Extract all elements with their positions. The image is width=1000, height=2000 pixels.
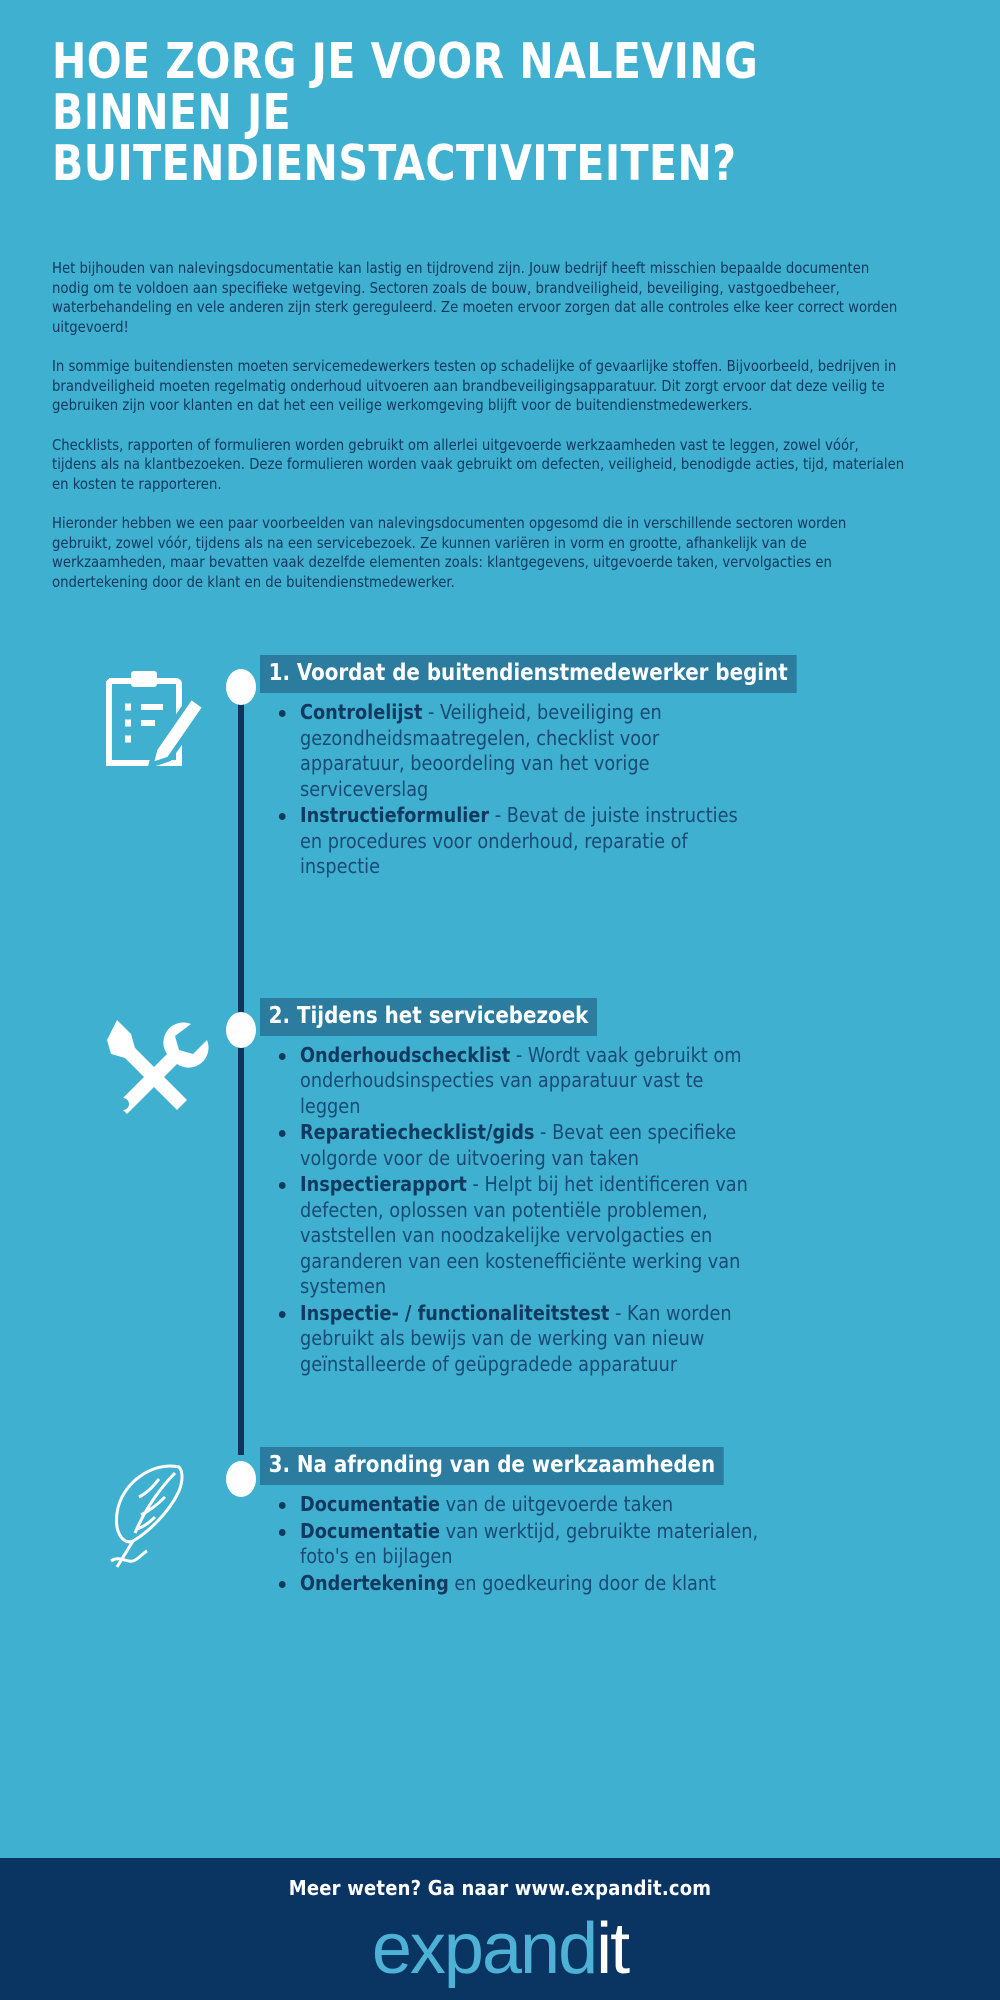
intro-paragraph-1: Het bijhouden van nalevingsdocumentatie kan lastig en tijdrovend zijn. Jouw bedrijf heeft misschien bepaalde documenten nodig om te voldoen aan specifieke wetgeving. Sectoren zoals de bouw, brandveiligheid, beveiliging, vastgoedbeheer, waterbehandeling en vele anderen zijn sterk gereguleerd. Ze moeten ervoor zorgen dat alle controles elke keer correct worden uitgevoerd! xyxy=(52,259,898,336)
item-rest: - Bevat een specifieke volgorde voor de uitvoering van taken xyxy=(300,1120,737,1170)
list-item xyxy=(300,1120,761,1171)
footer xyxy=(0,1858,1000,2000)
item-lead: Ondertekening xyxy=(300,1570,449,1595)
item-rest: en goedkeuring door de klant xyxy=(448,1570,717,1595)
item-lead: Inspectierapport xyxy=(300,1172,467,1196)
item-lead: Controlelijst xyxy=(300,700,423,724)
item-rest: - Kan worden gebruikt als bewijs van de werking van nieuw geïnstalleerde of geüpgradede apparatuur xyxy=(300,1300,732,1376)
intro-paragraph-4: Hieronder hebben we een paar voorbeelden van nalevingsdocumenten opgesomd die in verschillende sectoren worden gebruikt, zowel vóór, tijdens als na een servicebezoek. Ze kunnen variëren in vorm en grootte, afhankelijk van de werkzaamheden, maar bevatten vaak dezelfde elementen zoals: klantgegevens, uitgevoerde taken, vervolgacties en ondertekening door de klant en de buitendienstmedewerker. xyxy=(52,514,847,591)
list-item xyxy=(300,1519,761,1570)
expandit-logo xyxy=(0,1910,1000,1988)
logo-it-text: it xyxy=(596,1909,629,1989)
item-lead: Inspectie- / functionaliteitstest xyxy=(300,1300,610,1325)
step-1 xyxy=(0,655,1000,880)
step-2 xyxy=(0,998,1000,1378)
wrench-screwdriver-icon xyxy=(95,1008,215,1118)
quill-feather-icon xyxy=(95,1457,215,1567)
step-2-header: 2. Tijdens het servicebezoek xyxy=(260,998,597,1036)
timeline-dot-3 xyxy=(226,1461,256,1497)
list-item xyxy=(300,700,761,802)
item-lead: Documentatie xyxy=(300,1518,440,1543)
item-rest: - Bevat de juiste instructies en procedures voor onderhoud, reparatie of inspectie xyxy=(300,803,738,878)
intro-paragraph-3: Checklists, rapporten of formulieren worden gebruikt om allerlei uitgevoerde werkzaamheden vast te leggen, zowel vóór, tijdens als na klantbezoeken. Deze formulieren worden vaak gebruikt om defecten, veiligheid, benodigde acties, tijd, materialen en kosten te rapporteren. xyxy=(52,435,905,493)
item-lead: Reparatiechecklist/gids xyxy=(300,1120,535,1144)
step-3-list xyxy=(260,1492,780,1596)
item-lead: Instructieformulier xyxy=(300,803,490,827)
intro-section xyxy=(52,259,952,612)
intro-paragraph-2: In sommige buitendiensten moeten servicemedewerkers testen op schadelijke of gevaarlijke stoffen. Bijvoorbeeld, bedrijven in brandveiligheid moeten regelmatig onderhoud uitvoeren aan brandbeveiligingsapparatuur. Dit zorgt ervoor dat deze veilig te gebruiken zijn voor klanten en dat het een veilige werkomgeving blijft voor de buitendienstmedewerkers. xyxy=(52,357,897,414)
item-rest: - Wordt vaak gebruikt om onderhoudsinspecties van apparatuur vast te leggen xyxy=(300,1042,742,1118)
list-item xyxy=(300,803,761,880)
title-line-3: BUITENDIENSTACTIVITEITEN? xyxy=(52,135,737,192)
list-item xyxy=(300,1301,761,1378)
title-line-2: BINNEN JE xyxy=(52,84,292,141)
list-item xyxy=(300,1492,761,1518)
item-lead: Onderhoudschecklist xyxy=(300,1042,511,1067)
item-rest: - Veiligheid, beveiliging en gezondheidsmaatregelen, checklist voor apparatuur, beoordeling van het vorige serviceverslag xyxy=(300,700,662,801)
item-rest: - Helpt bij het identificeren van defecten, oplossen van potentiële problemen, vaststellen van noodzakelijke vervolgacties en garanderen van een kostenefficiënte werking van systemen xyxy=(300,1172,748,1298)
logo-expand-text: expand xyxy=(371,1909,597,1989)
footer-cta[interactable]: Meer weten? Ga naar www.expandit.com xyxy=(288,1876,712,1900)
item-rest: van werktijd, gebruikte materialen, foto's en bijlagen xyxy=(300,1518,759,1568)
clipboard-pencil-icon xyxy=(95,665,215,775)
title-line-1: HOE ZORG JE VOOR NALEVING xyxy=(52,33,759,90)
step-3-header: 3. Na afronding van de werkzaamheden xyxy=(260,1447,724,1485)
timeline-dot-2 xyxy=(226,1012,256,1048)
item-rest: van de uitgevoerde taken xyxy=(439,1492,674,1516)
step-1-list xyxy=(260,700,780,880)
step-2-list xyxy=(260,1043,780,1378)
list-item xyxy=(300,1571,761,1597)
list-item xyxy=(300,1043,761,1120)
list-item xyxy=(300,1172,761,1300)
timeline-dot-1 xyxy=(226,669,256,705)
page-title xyxy=(52,33,952,192)
steps-timeline xyxy=(0,655,1000,1597)
step-1-header: 1. Voordat de buitendienstmedewerker begint xyxy=(260,655,796,693)
item-lead: Documentatie xyxy=(300,1492,440,1516)
step-3 xyxy=(0,1447,1000,1596)
